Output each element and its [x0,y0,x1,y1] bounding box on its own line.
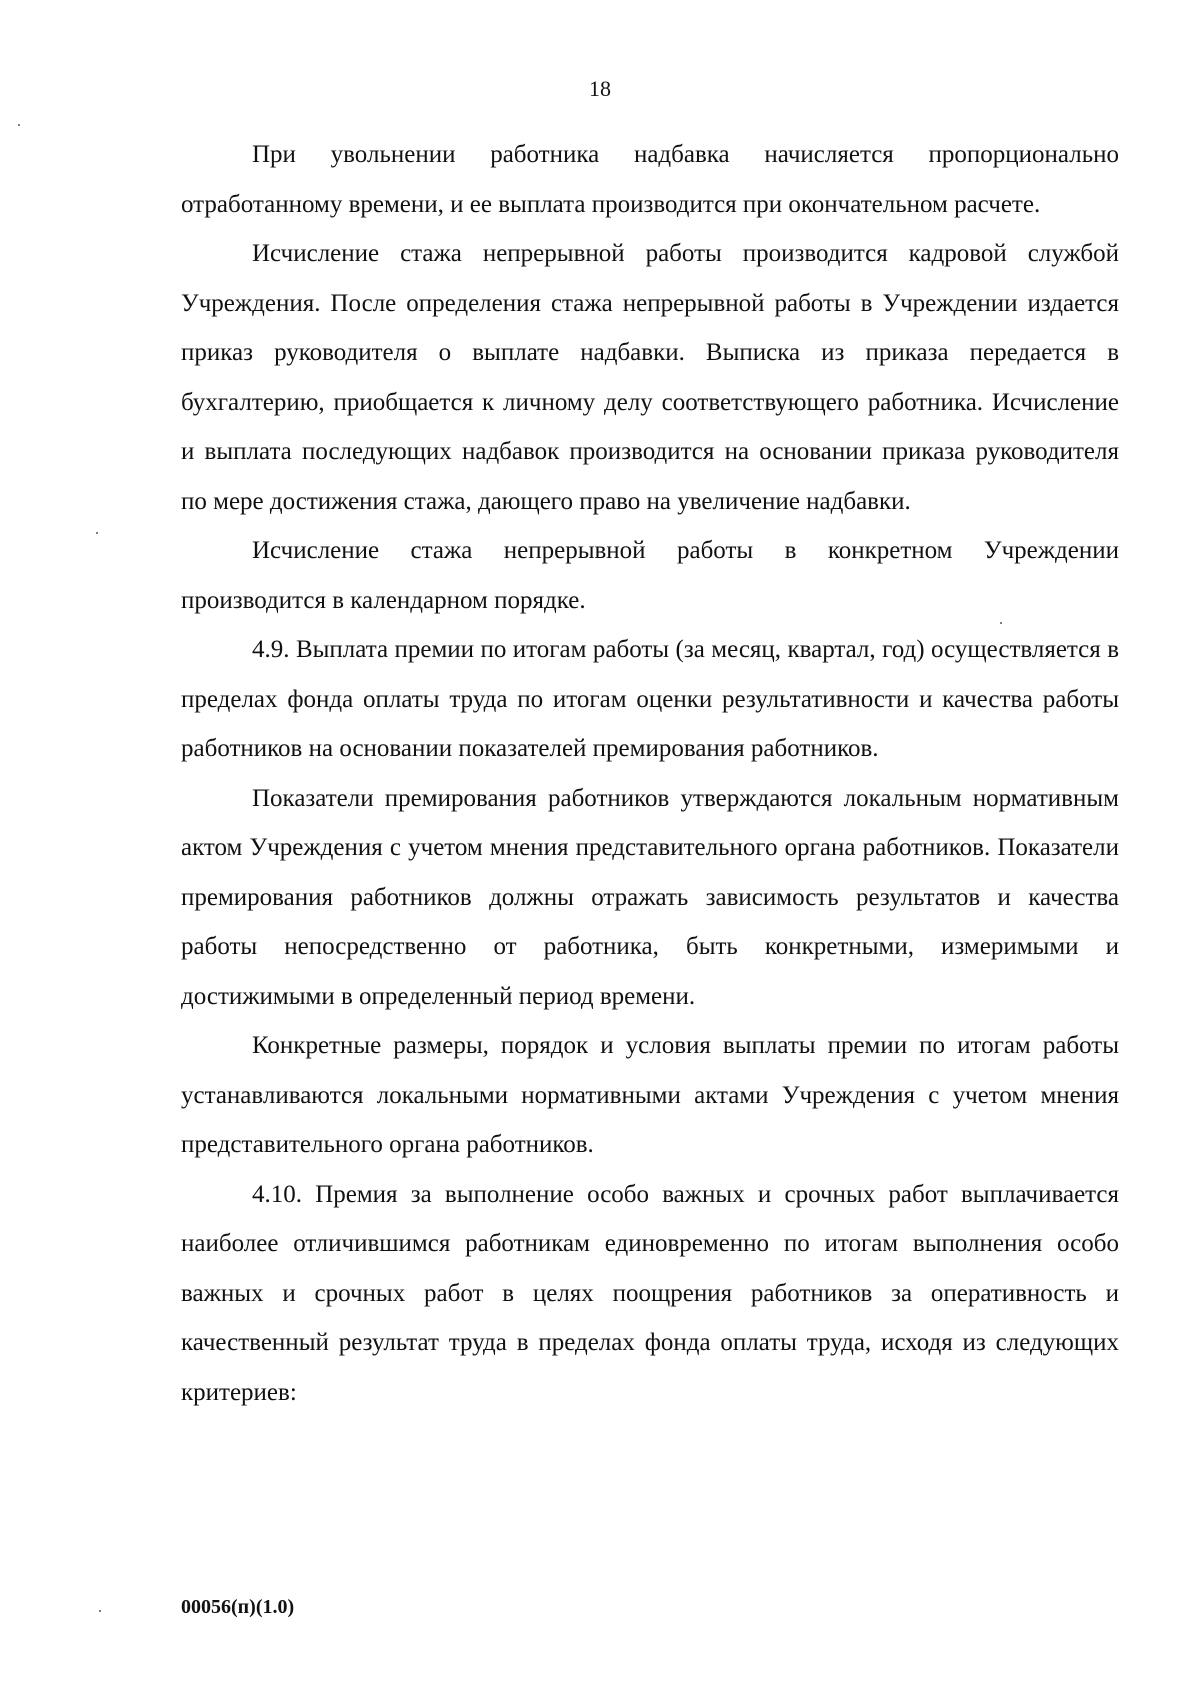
paragraph-4-10-urgent-work-bonus: 4.10. Премия за выполнение особо важных и срочных работ выплачивается наиболее отличившимся работникам единовременно по итогам выполнения особо важных и срочных работ в целях поощрения работников за оперативность и качественный результат труда в пределах фонда оплаты труда, исходя из следующих критериев: [181,1180,1119,1406]
paragraph-service-length-calculation: Исчисление стажа непрерывной работы производится кадровой службой Учреждения. После определения стажа непрерывной работы в Учреждении издается приказ руководителя о выплате надбавки. Выписка из приказа передается в бухгалтерию, приобщается к личному делу соответствующего работника. Исчисление и выплата последующих надбавок производится на основании приказа руководителя по мере достижения стажа, дающего право на увеличение надбавки. [181,240,1119,515]
scan-speck [99,1610,101,1612]
paragraph-bonus-indicators: Показатели премирования работников утверждаются локальным нормативным актом Учреждения с учетом мнения представительного органа работников. Показатели премирования работников должны отражать зависимость результатов и качества работы непосредственно от работника, быть конкретными, измеримыми и достижимыми в определенный период времени. [181,784,1119,1010]
scan-speck [18,124,20,126]
scan-speck [96,532,98,534]
body-text [181,130,1119,1417]
scan-speck [1000,622,1002,624]
paragraph-bonus-conditions: Конкретные размеры, порядок и условия выплаты премии по итогам работы устанавливаются локальными нормативными актами Учреждения с учетом мнения представительного органа работников. [181,1032,1119,1158]
paragraph-4-9-bonus-payment: 4.9. Выплата премии по итогам работы (за месяц, квартал, год) осуществляется в пределах фонда оплаты труда по итогам оценки результативности и качества работы работников на основании показателей премирования работников. [181,636,1119,762]
paragraph-calendar-order: Исчисление стажа непрерывной работы в конкретном Учреждении производится в календарном порядке. [181,537,1119,614]
page-number: 18 [589,76,611,101]
paragraph-dismissal-bonus: При увольнении работника надбавка начисляется пропорционально отработанному времени, и ее выплата производится при окончательном расчете. [181,141,1119,218]
document-code: 00056(п)(1.0) [181,1596,295,1618]
